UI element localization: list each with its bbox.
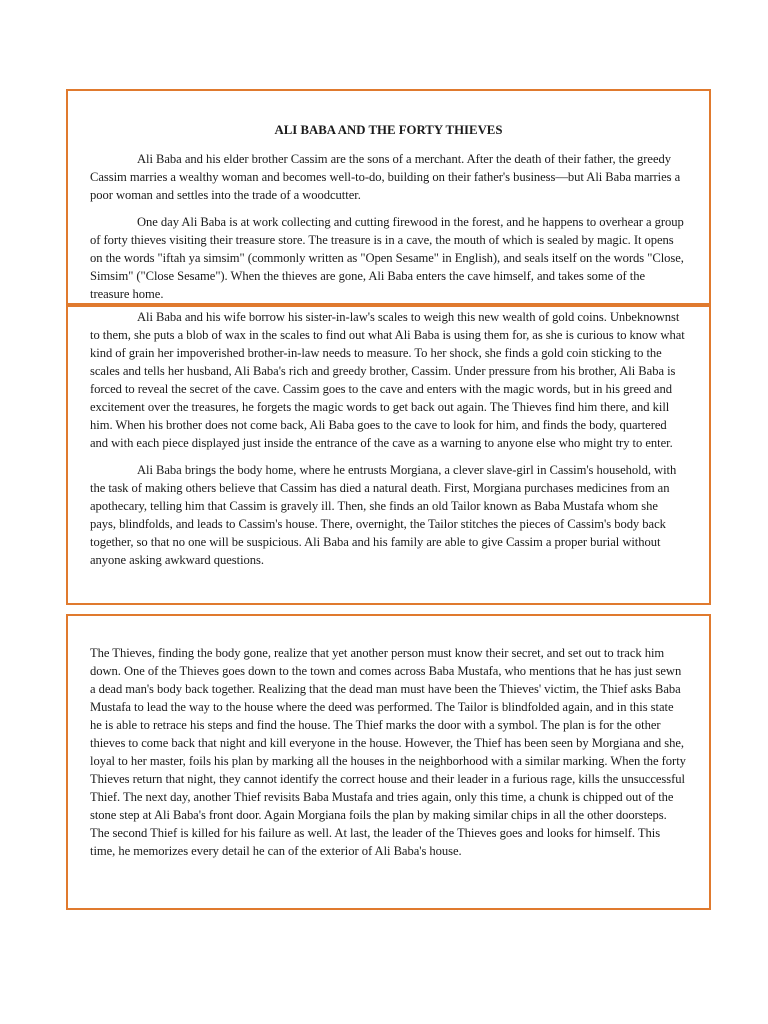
paragraph-brothers: Ali Baba and his elder brother Cassim are the sons of a merchant. After the death of their father, the greedy Cassim marries a wealthy woman and becomes well-to-do, building on their father's business—but Ali Baba marries a poor woman and settles into the trade of a woodcutter.	[90, 152, 681, 202]
page-title: ALI BABA AND THE FORTY THIEVES	[274, 123, 503, 137]
story-section-2	[66, 305, 711, 605]
paragraph-cave-discovery: One day Ali Baba is at work collecting and cutting firewood in the forest, and he happens to overhear a group of forty thieves visiting their treasure store. The treasure is in a cave, the mouth of which is sealed by magic. It opens on the words "iftah ya simsim" (commonly written as "Open Sesame" in English), and seals itself on the words "Close, Simsim" ("Close Sesame"). When the thieves are gone, Ali Baba enters the cave himself, and takes some of the treasure home.	[90, 215, 684, 301]
story-section-3	[66, 614, 711, 910]
paragraph-burial: Ali Baba brings the body home, where he entrusts Morgiana, a clever slave-girl in Cassim's household, with the task of making others believe that Cassim has died a natural death. First, Morgiana purchases medicines from an apothecary, telling him that Cassim is gravely ill. Then, she finds an old Tailor known as Baba Mustafa whom she pays, blindfolds, and leads to Cassim's house. There, overnight, the Tailor stitches the pieces of Cassim's body back together, so that no one will be suspicious. Ali Baba and his family are able to give Cassim a proper burial without anyone asking awkward questions.	[90, 463, 677, 567]
story-section-1	[66, 89, 711, 305]
paragraph-thieves-search: The Thieves, finding the body gone, realize that yet another person must know their secret, and set out to track him down. One of the Thieves goes down to the town and comes across Baba Mustafa, who mentions that he has just sewn a dead man's body back together. Realizing that the dead man must have been the Thieves' victim, the Thief asks Baba Mustafa to lead the way to the house where the deed was performed. The Tailor is blindfolded again, and in this state he is able to retrace his steps and find the house. The Thief marks the door with a symbol. The plan is for the other thieves to come back that night and kill everyone in the house. However, the Thief has been seen by Morgiana and she, loyal to her master, foils his plan by marking all the houses in the neighborhood with a similar marking. When the forty Thieves return that night, they cannot identify the correct house and their leader in a furious rage, kills the unsuccessful Thief. The next day, another Thief revisits Baba Mustafa and tries again, only this time, a chunk is chipped out of the stone step at Ali Baba's front door. Again Morgiana foils the plan by making similar chips in all the other doorsteps. The second Thief is killed for his failure as well. At last, the leader of the Thieves goes and looks for himself. This time, he memorizes every detail he can of the exterior of Ali Baba's house.	[90, 646, 686, 858]
paragraph-cassim-death: Ali Baba and his wife borrow his sister-in-law's scales to weigh this new wealth of gold coins. Unbeknownst to them, she puts a blob of wax in the scales to find out what Ali Baba is using them for, as she is curious to know what kind of grain her impoverished brother-in-law needs to measure. To her shock, she finds a gold coin sticking to the scales and tells her husband, Ali Baba's rich and greedy brother, Cassim. Under pressure from his brother, Ali Baba is forced to reveal the secret of the cave. Cassim goes to the cave and enters with the magic words, but in his greed and excitement over the treasures, he forgets the magic words to get back out again. The Thieves find him there, and kill him. When his brother does not come back, Ali Baba goes to the cave to look for him, and finds the body, quartered and with each piece displayed just inside the entrance of the cave as a warning to anyone else who might try to enter.	[90, 310, 685, 450]
